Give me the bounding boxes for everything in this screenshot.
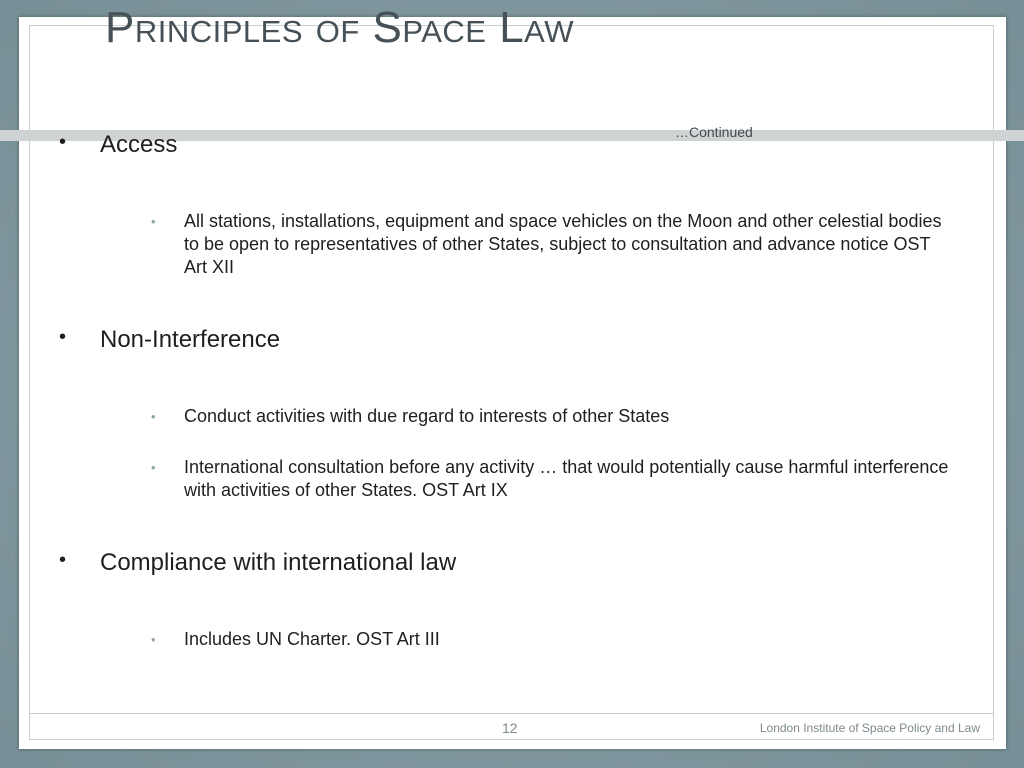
- section-heading-text: Compliance with international law: [100, 549, 457, 576]
- sub-bullet-icon: •: [151, 460, 156, 475]
- slide-title: Principles of Space Law: [105, 3, 574, 52]
- list-item-text: International consultation before any activity … that would potentially cause harmful interference with activities of other States. OST Art IX: [184, 457, 949, 500]
- list-item: [151, 456, 951, 502]
- slide: [19, 3, 1006, 749]
- sub-bullet-icon: •: [151, 214, 156, 229]
- list-item-text: All stations, installations, equipment and space vehicles on the Moon and other celestial bodies to be open to representatives of other States, subject to consultation and advance notice OST Art XII: [184, 211, 942, 277]
- sub-bullet-icon: •: [151, 632, 156, 647]
- bullet-icon: •: [59, 326, 67, 348]
- continued-label: …Continued: [675, 124, 753, 140]
- bullet-icon: •: [59, 549, 67, 571]
- page-number: 12: [502, 720, 518, 736]
- section-heading-text: Access: [100, 131, 178, 158]
- footer-organization: London Institute of Space Policy and Law: [759, 721, 980, 735]
- list-item-text: Conduct activities with due regard to interests of other States: [184, 406, 670, 426]
- list-item: [151, 405, 951, 428]
- section-heading-text: Non-Interference: [100, 326, 281, 353]
- list-item-text: Includes UN Charter. OST Art III: [184, 629, 440, 649]
- sub-bullet-icon: •: [151, 409, 156, 424]
- list-item: [151, 210, 951, 279]
- footer-divider: [29, 713, 994, 714]
- list-item: [151, 628, 951, 651]
- bullet-icon: •: [59, 131, 67, 153]
